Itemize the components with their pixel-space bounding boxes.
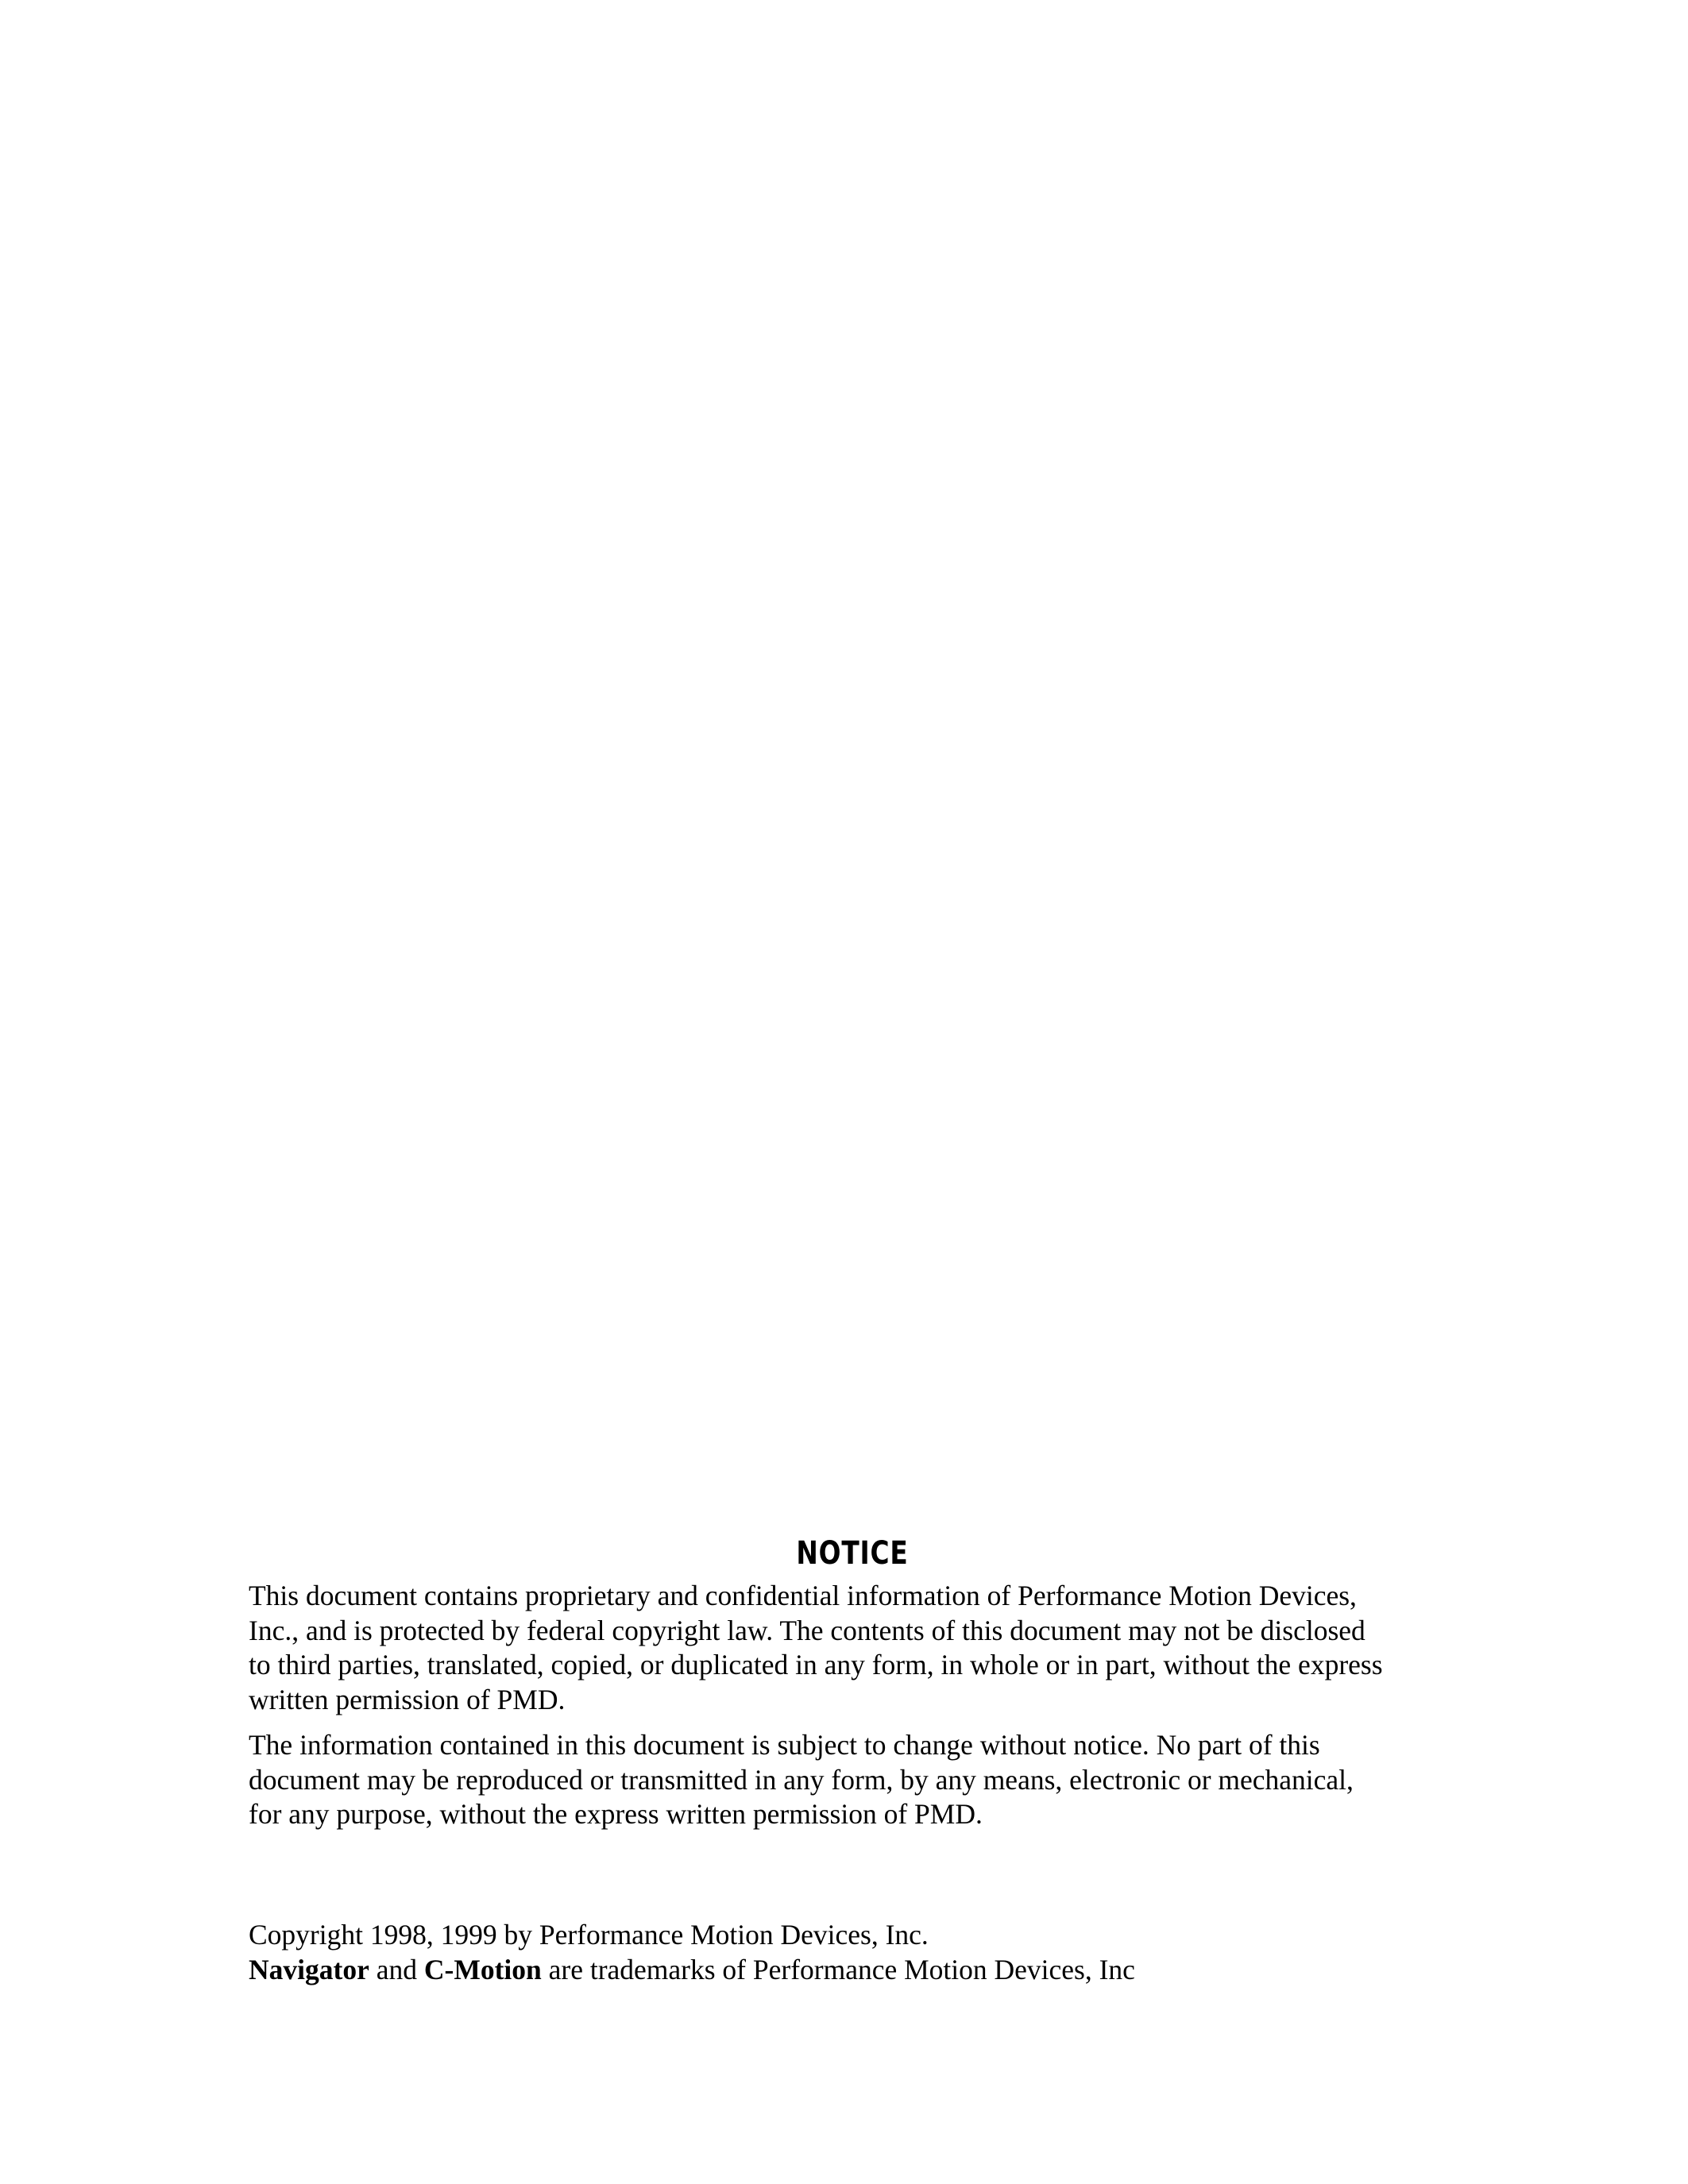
notice-paragraph-1 <box>249 1579 1456 1717</box>
notice-title: NOTICE <box>796 1535 909 1572</box>
trademark-joiner: and <box>369 1953 424 1985</box>
text-line: for any purpose, without the express written permission of PMD. <box>249 1798 983 1830</box>
trademark-navigator: Navigator <box>249 1953 369 1985</box>
trademark-tail: are trademarks of Performance Motion Devices, Inc <box>541 1953 1135 1985</box>
text-line: to third parties, translated, copied, or duplicated in any form, in whole or in part, without the express <box>249 1649 1383 1680</box>
text-line: The information contained in this document is subject to change without notice. No part of this <box>249 1729 1320 1761</box>
trademark-c-motion: C-Motion <box>423 1953 542 1985</box>
notice-section <box>249 1533 1456 1843</box>
copyright-section <box>249 1918 1456 1987</box>
copyright-line: Copyright 1998, 1999 by Performance Motion Devices, Inc. <box>249 1919 929 1951</box>
text-line: written permission of PMD. <box>249 1683 566 1715</box>
notice-paragraph-2 <box>249 1728 1456 1832</box>
text-line: document may be reproduced or transmitted in any form, by any means, electronic or mechanical, <box>249 1763 1354 1796</box>
text-line: Inc., and is protected by federal copyright law. The contents of this document may not be disclosed <box>249 1614 1365 1646</box>
trademark-line <box>249 1953 1456 1988</box>
text-line: This document contains proprietary and confidential information of Performance Motion Devices, <box>249 1580 1357 1611</box>
